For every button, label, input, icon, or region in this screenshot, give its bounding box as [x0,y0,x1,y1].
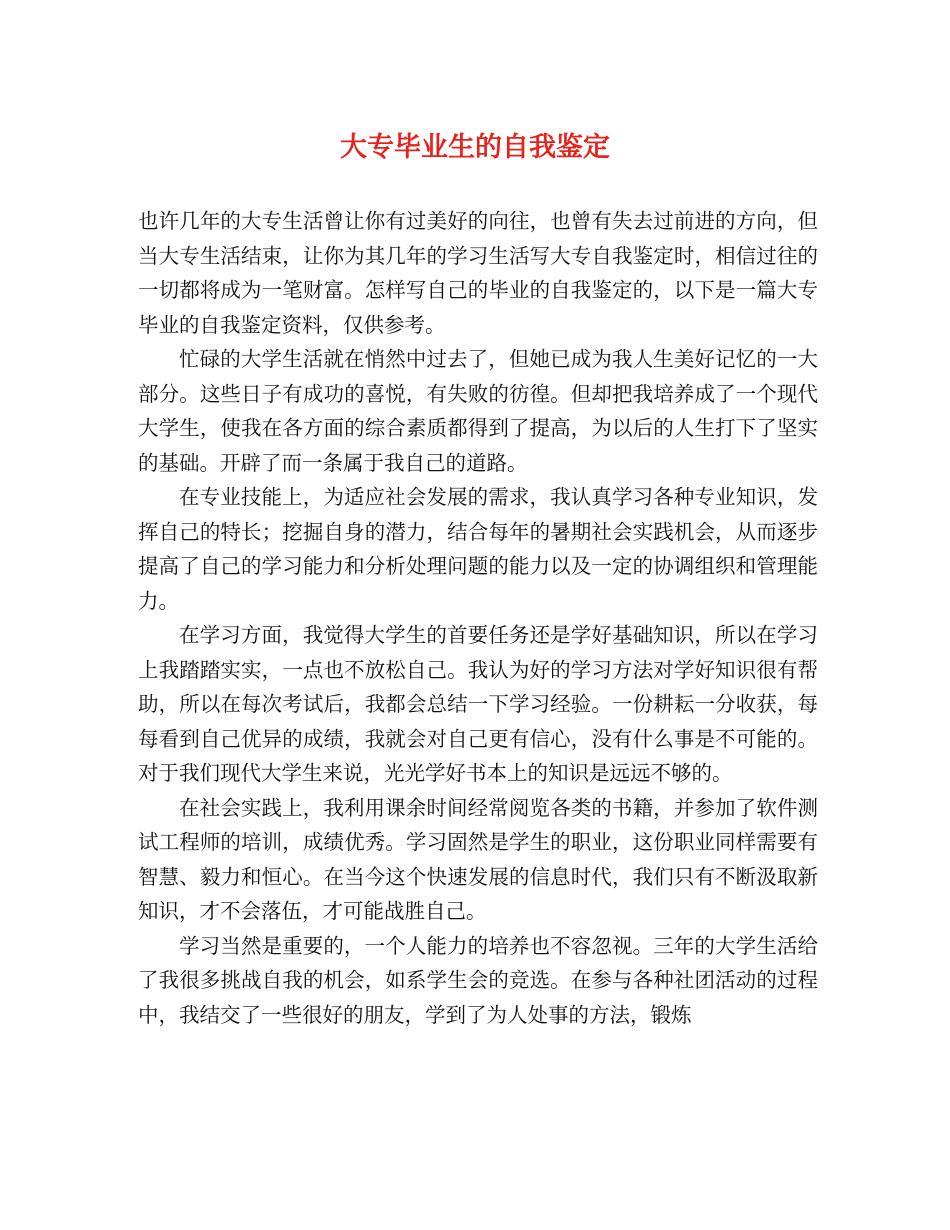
document-body [138,204,818,1032]
document-title: 大专毕业生的自我鉴定 [340,132,610,163]
paragraph-social-practice: 在社会实践上，我利用课余时间经常阅览各类的书籍，并参加了软件测试工程师的培训，成绩优秀。学习固然是学生的职业，这份职业同样需要有智慧、毅力和恒心。在当今这个快速发展的信息时代，我们只有不断汲取新知识，才不会落伍，才可能战胜自己。 [138,795,818,923]
paragraph-college-life: 忙碌的大学生活就在悄然中过去了，但她已成为我人生美好记忆的一大部分。这些日子有成功的喜悦，有失败的彷徨。但却把我培养成了一个现代大学生，使我在各方面的综合素质都得到了提高，为以后的人生打下了坚实的基础。开辟了而一条属于我自己的道路。 [138,347,818,475]
paragraph-study: 在学习方面，我觉得大学生的首要任务还是学好基础知识，所以在学习上我踏踏实实，一点也不放松自己。我认为好的学习方法对学好知识很有帮助，所以在每次考试后，我都会总结一下学习经验。一份耕耘一分收获，每每看到自己优异的成绩，我就会对自己更有信心，没有什么事是不可能的。对于我们现代大学生来说，光光学好书本上的知识是远远不够的。 [138,623,818,785]
paragraph-professional-skills: 在专业技能上，为适应社会发展的需求，我认真学习各种专业知识，发挥自己的特长；挖掘自身的潜力，结合每年的暑期社会实践机会，从而逐步提高了自己的学习能力和分析处理问题的能力以及一定的协调组织和管理能力。 [138,485,818,613]
paragraph-abilities: 学习当然是重要的，一个人能力的培养也不容忽视。三年的大学生活给了我很多挑战自我的机会，如系学生会的竞选。在参与各种社团活动的过程中，我结交了一些很好的朋友，学到了为人处事的方法，锻炼 [138,933,818,1027]
intro-paragraph: 也许几年的大专生活曾让你有过美好的向往，也曾有失去过前进的方向，但当大专生活结束，让你为其几年的学习生活写大专自我鉴定时，相信过往的一切都将成为一笔财富。怎样写自己的毕业的自我鉴定的，以下是一篇大专毕业的自我鉴定资料，仅供参考。 [138,209,818,337]
